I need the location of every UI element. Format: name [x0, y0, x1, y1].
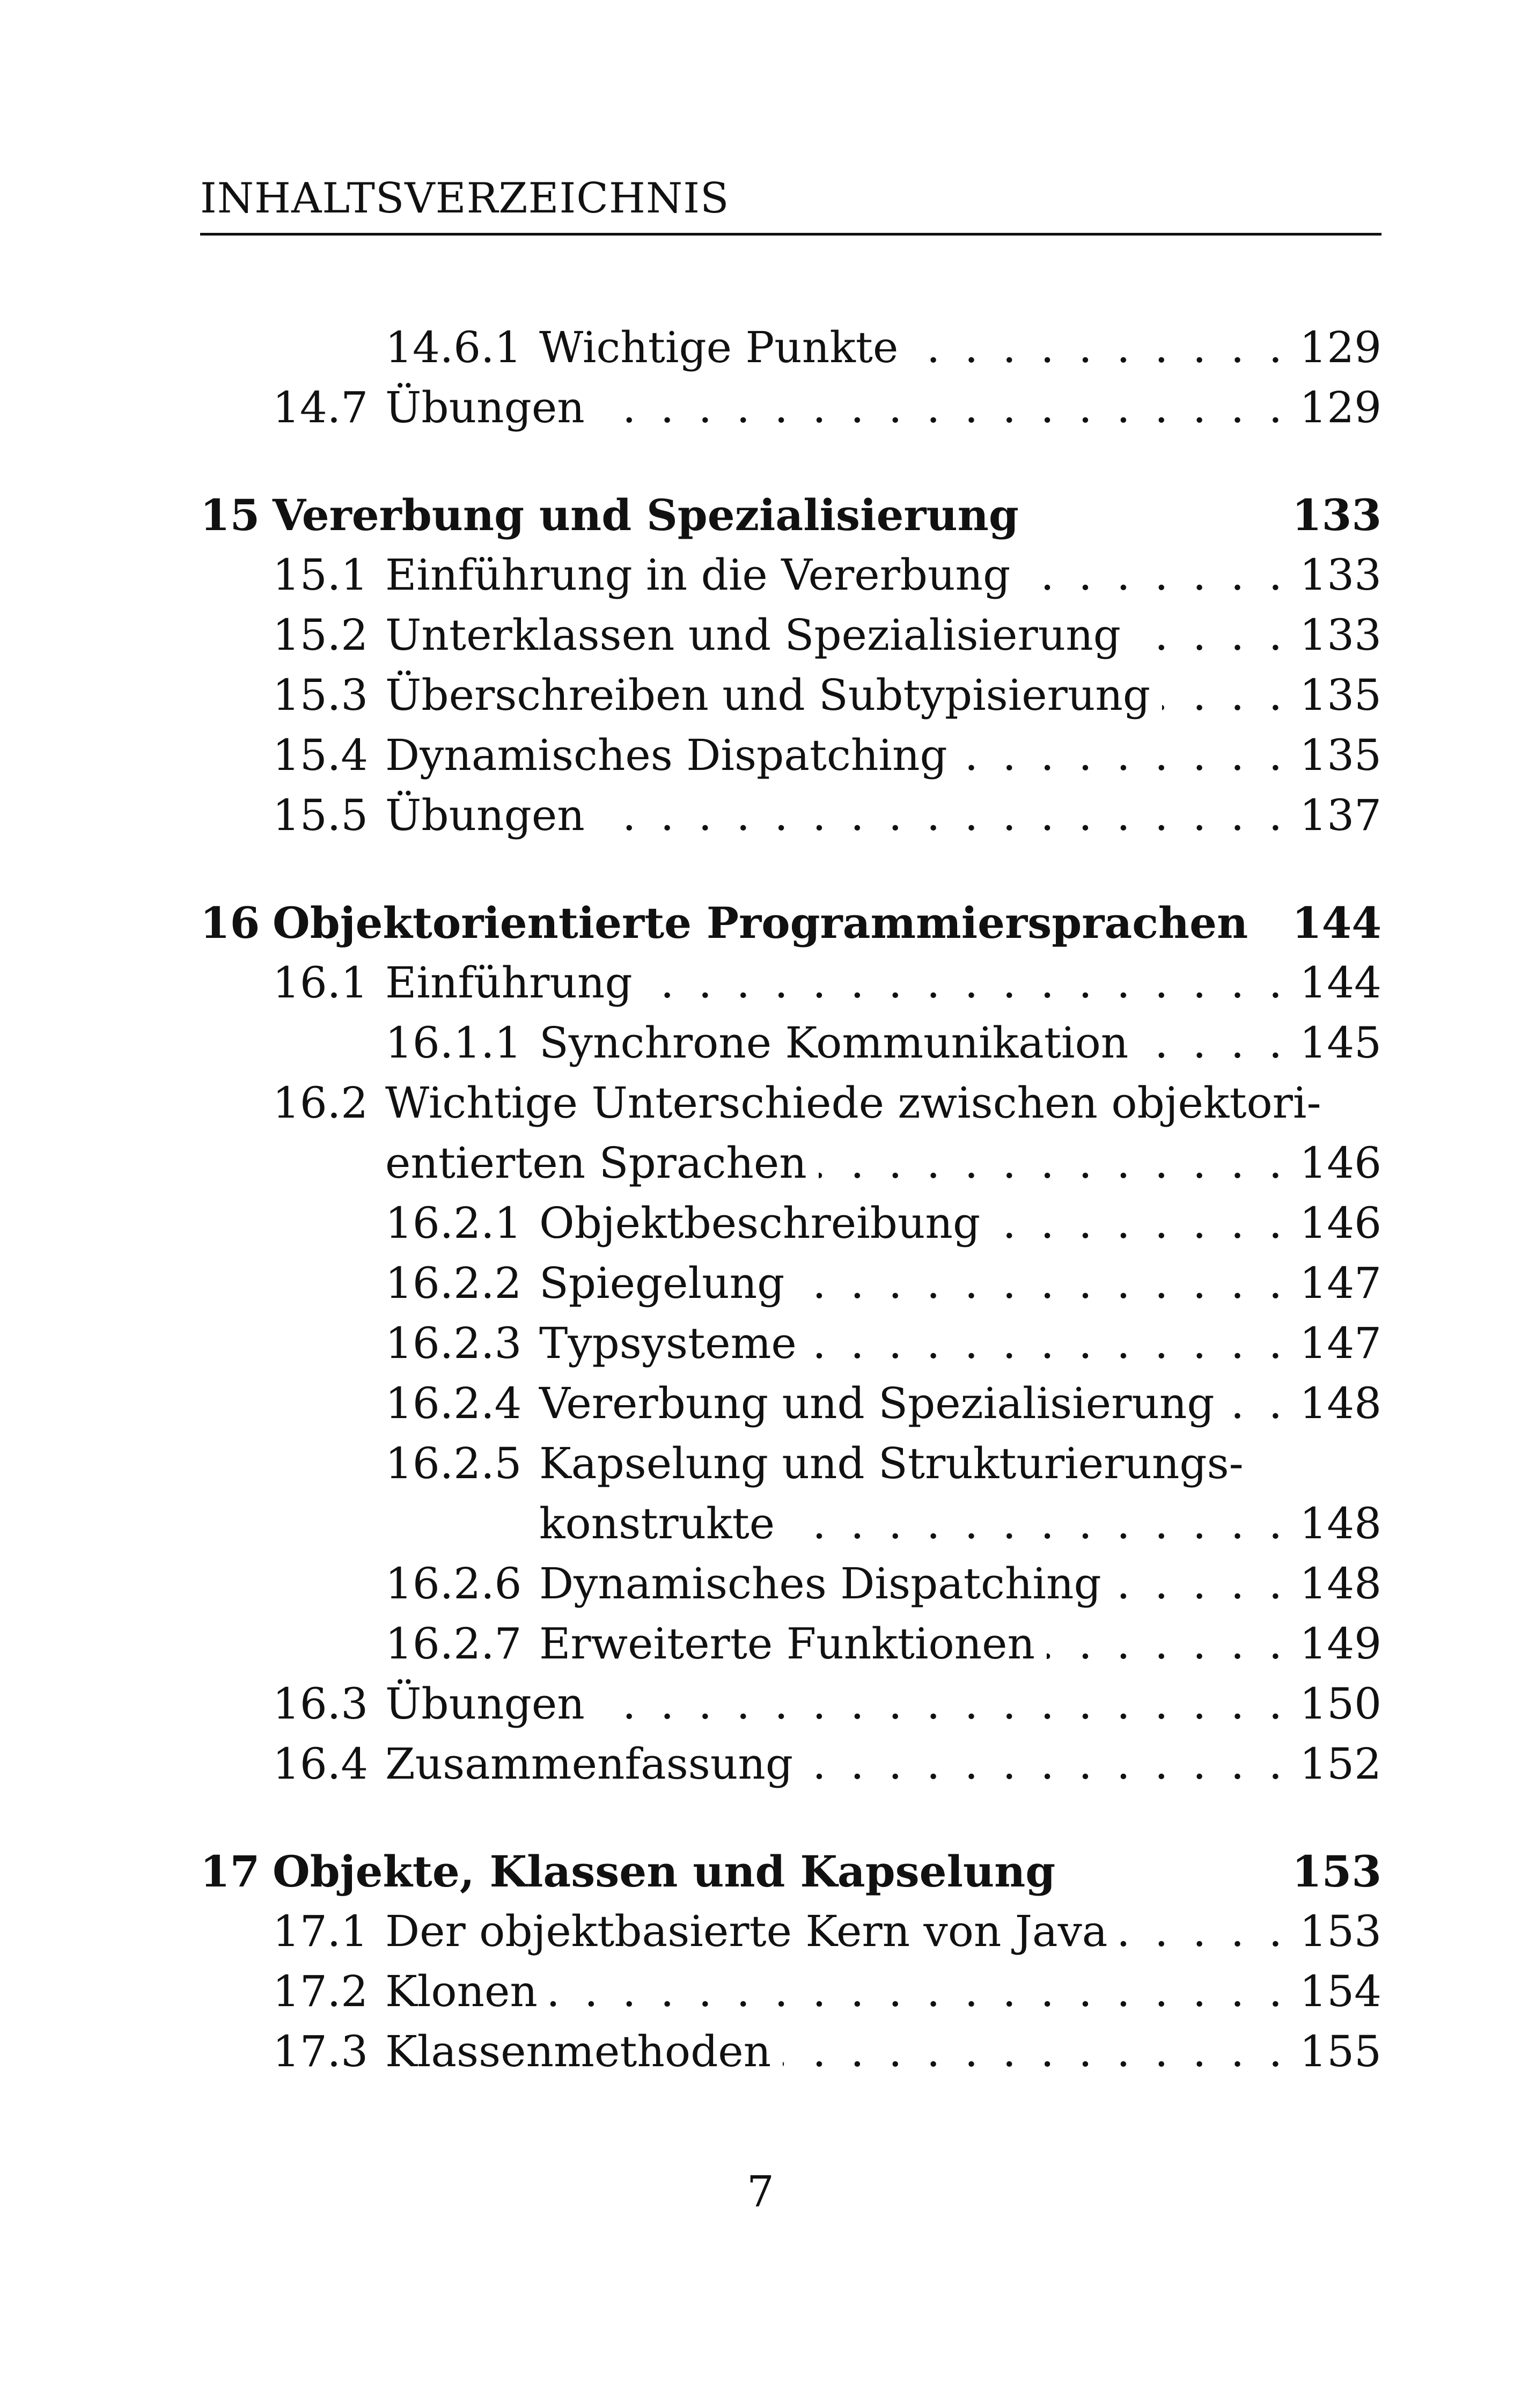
toc-chapter-entry[interactable] [200, 893, 1382, 953]
toc-entry[interactable] [200, 1313, 1382, 1374]
entry-title: Unterklassen und Spezialisierung . . . [385, 605, 1282, 665]
toc-entry-continuation[interactable] [200, 1494, 1382, 1554]
toc-entry[interactable] [200, 1434, 1382, 1494]
toc-entry[interactable] [200, 725, 1382, 785]
entry-title: Typsysteme . . . [539, 1313, 1282, 1374]
entry-page: 133 [1299, 610, 1382, 660]
toc-entry[interactable] [200, 1734, 1382, 1794]
toc-entry[interactable] [200, 665, 1382, 725]
entry-title: konstrukte . . . [539, 1494, 1282, 1554]
toc-entry[interactable] [200, 1013, 1382, 1073]
entry-page: 148 [1299, 1378, 1382, 1428]
entry-page: 129 [1299, 322, 1382, 372]
entry-title: Wichtige Unterschiede zwischen objektori- [385, 1078, 1321, 1128]
toc-entry[interactable] [200, 1374, 1382, 1434]
toc-entry[interactable] [200, 953, 1382, 1013]
chapter-title: Objektorientierte Programmiersprachen [273, 898, 1248, 948]
entry-title: Objektbeschreibung . . . [539, 1193, 1282, 1253]
table-of-contents [200, 318, 1382, 2082]
entry-page: 155 [1299, 2027, 1382, 2076]
entry-number: 15.5 [273, 790, 369, 840]
entry-page: 148 [1299, 1559, 1382, 1609]
entry-page: 149 [1299, 1619, 1382, 1669]
entry-page: 144 [1299, 958, 1382, 1008]
entry-number: 16.2.1 [385, 1198, 522, 1248]
running-head: INHALTSVERZEICHNIS [200, 174, 730, 223]
entry-page: 147 [1299, 1318, 1382, 1368]
toc-entry[interactable] [200, 1614, 1382, 1674]
toc-chapter-entry[interactable] [200, 485, 1382, 545]
toc-entry-continuation[interactable] [200, 1133, 1382, 1193]
entry-title: Klonen . . . [385, 1962, 1282, 2022]
entry-number: 16.3 [273, 1679, 369, 1729]
entry-title: Überschreiben und Subtypisierung . . . [385, 665, 1282, 725]
entry-number: 15.1 [273, 550, 369, 600]
entry-number: 16.1.1 [385, 1018, 522, 1068]
entry-title: Vererbung und Spezialisierung . . . [539, 1374, 1282, 1434]
entry-title: Übungen . . . [385, 1674, 1282, 1734]
entry-title: Kapselung und Strukturierungs- [539, 1438, 1244, 1488]
entry-page: 146 [1299, 1198, 1382, 1248]
entry-page: 146 [1299, 1138, 1382, 1188]
entry-title: Dynamisches Dispatching . . . [539, 1554, 1282, 1614]
toc-entry[interactable] [200, 785, 1382, 846]
entry-number: 14.7 [273, 383, 369, 432]
toc-entry[interactable] [200, 378, 1382, 438]
toc-entry[interactable] [200, 2022, 1382, 2082]
entry-number: 17.2 [273, 1966, 369, 2016]
chapter-number: 17 [200, 1846, 260, 1897]
chapter-number: 15 [200, 490, 260, 540]
toc-entry[interactable] [200, 1674, 1382, 1734]
entry-page: 153 [1299, 1906, 1382, 1956]
chapter-page: 144 [1292, 898, 1382, 948]
entry-number: 16.1 [273, 958, 369, 1008]
chapter-title: Objekte, Klassen und Kapselung [273, 1846, 1056, 1897]
entry-number: 15.3 [273, 670, 369, 720]
entry-number: 16.2.2 [385, 1258, 522, 1308]
toc-entry[interactable] [200, 318, 1382, 378]
toc-entry[interactable] [200, 1193, 1382, 1253]
entry-number: 16.2.5 [385, 1438, 522, 1488]
entry-number: 15.2 [273, 610, 369, 660]
toc-entry[interactable] [200, 1554, 1382, 1614]
chapter-page: 133 [1292, 490, 1382, 540]
entry-number: 15.4 [273, 730, 369, 780]
entry-number: 16.2.6 [385, 1559, 522, 1609]
page-number: 7 [747, 2167, 774, 2216]
entry-title: Klassenmethoden . . . [385, 2022, 1282, 2082]
entry-page: 147 [1299, 1258, 1382, 1308]
entry-page: 152 [1299, 1739, 1382, 1789]
entry-title: Synchrone Kommunikation . . . [539, 1013, 1282, 1073]
chapter-page: 153 [1292, 1846, 1382, 1897]
entry-number: 17.3 [273, 2027, 369, 2076]
entry-title: Übungen . . . [385, 378, 1282, 438]
entry-page: 133 [1299, 550, 1382, 600]
toc-entry[interactable] [200, 1962, 1382, 2022]
entry-page: 137 [1299, 790, 1382, 840]
entry-title: Spiegelung . . . [539, 1253, 1282, 1313]
entry-number: 14.6.1 [385, 322, 522, 372]
toc-entry[interactable] [200, 1073, 1382, 1133]
toc-entry[interactable] [200, 545, 1382, 605]
entry-page: 150 [1299, 1679, 1382, 1729]
entry-title: Wichtige Punkte . . . [539, 318, 1282, 378]
entry-title: Einführung . . . [385, 953, 1282, 1013]
entry-number: 16.2 [273, 1078, 369, 1128]
entry-page: 148 [1299, 1499, 1382, 1548]
entry-page: 135 [1299, 670, 1382, 720]
toc-entry[interactable] [200, 1902, 1382, 1962]
toc-chapter-entry[interactable] [200, 1841, 1382, 1902]
entry-page: 145 [1299, 1018, 1382, 1068]
toc-entry[interactable] [200, 605, 1382, 665]
entry-number: 16.2.7 [385, 1619, 522, 1669]
entry-title: Dynamisches Dispatching . . . [385, 725, 1282, 785]
chapter-number: 16 [200, 898, 260, 948]
entry-title: Zusammenfassung . . . [385, 1734, 1282, 1794]
entry-title: entierten Sprachen . . . [385, 1133, 1282, 1193]
entry-number: 16.4 [273, 1739, 369, 1789]
entry-title: Übungen . . . [385, 785, 1282, 846]
entry-page: 154 [1299, 1966, 1382, 2016]
entry-page: 129 [1299, 383, 1382, 432]
toc-entry[interactable] [200, 1253, 1382, 1313]
entry-page: 135 [1299, 730, 1382, 780]
entry-number: 17.1 [273, 1906, 369, 1956]
entry-title: Einführung in die Vererbung . . . [385, 545, 1282, 605]
chapter-title: Vererbung und Spezialisierung [273, 490, 1019, 540]
header-rule [200, 233, 1382, 236]
entry-number: 16.2.4 [385, 1378, 522, 1428]
entry-title: Erweiterte Funktionen . . . [539, 1614, 1282, 1674]
entry-number: 16.2.3 [385, 1318, 522, 1368]
entry-title: Der objektbasierte Kern von Java . . . [385, 1902, 1282, 1962]
